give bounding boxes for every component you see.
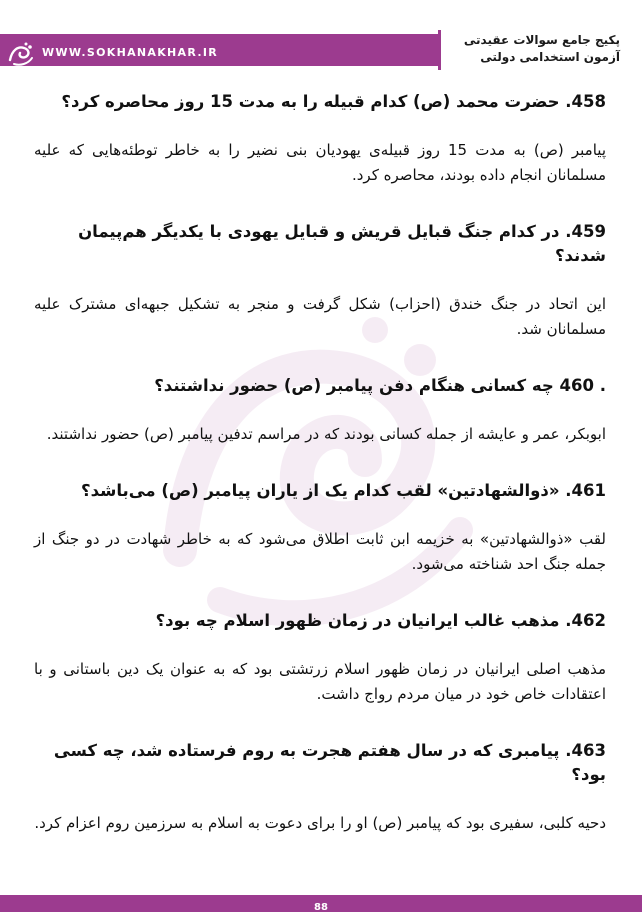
- question-number: 459.: [565, 222, 606, 241]
- header-title: [440, 32, 620, 66]
- question-text: «ذوالشهادتین» لقب کدام یک از یاران پیامبر (ص) می‌باشد؟: [81, 481, 560, 500]
- qa-item: [34, 374, 606, 447]
- answer-text: ابوبکر، عمر و عایشه از جمله کسانی بودند که در مراسم تدفین پیامبر (ص) حضور نداشتند.: [46, 425, 606, 443]
- page-footer: [0, 895, 642, 912]
- question-text: چه کسانی هنگام دفن پیامبر (ص) حضور نداشتند؟: [154, 376, 554, 395]
- question-number: 462.: [565, 611, 606, 630]
- question-number: 458.: [565, 92, 606, 111]
- question-number: 461.: [565, 481, 606, 500]
- question-heading: [34, 609, 606, 633]
- header-title-line1: پکیج جامع سوالات عقیدتی: [463, 33, 620, 47]
- question-heading: [34, 90, 606, 114]
- question-text: در کدام جنگ قبایل قریش و قبایل یهودی با یکدیگر هم‌پیمان شدند؟: [78, 222, 606, 265]
- question-heading: [34, 479, 606, 503]
- question-text: پیامبری که در سال هفتم هجرت به روم فرستاده شد، چه کسی بود؟: [53, 741, 606, 784]
- qa-item: [34, 609, 606, 707]
- page-number: 88: [314, 902, 328, 913]
- answer-text: این اتحاد در جنگ خندق (احزاب) شکل گرفت و منجر به تشکیل جبهه‌ای مشترک علیه مسلمانان شد.: [34, 295, 606, 338]
- answer-text: مذهب اصلی ایرانیان در زمان ظهور اسلام زرتشتی بود که به عنوان یک دین باستانی و با اعتقادات خاص خود در میان مردم رواج داشت.: [34, 660, 606, 703]
- header-title-line2: آزمون استخدامی دولتی: [480, 50, 620, 64]
- answer-text: لقب «ذوالشهادتین» به خزیمه ابن ثابت اطلاق می‌شود که به خاطر شهادت در دو جنگ از جمله جنگ احد شناخته می‌شود.: [34, 530, 606, 573]
- qa-item: [34, 220, 606, 342]
- question-number: . 460: [559, 376, 606, 395]
- header-brand-bar: [0, 34, 438, 66]
- qa-item: [34, 739, 606, 836]
- site-url[interactable]: WWW.SOKHANAKHAR.IR: [42, 46, 218, 59]
- page-header: [0, 30, 642, 70]
- qa-item: [34, 90, 606, 188]
- question-text: حضرت محمد (ص) کدام قبیله را به مدت 15 روز محاصره کرد؟: [61, 92, 560, 111]
- question-number: 463.: [565, 741, 606, 760]
- question-heading: [34, 739, 606, 787]
- answer-text: دحیه کلبی، سفیری بود که پیامبر (ص) او را برای دعوت به اسلام به سرزمین روم اعزام کرد.: [34, 814, 606, 832]
- question-heading: [34, 374, 606, 398]
- sokhan-akhar-logo-icon: [6, 40, 36, 68]
- qa-item: [34, 479, 606, 577]
- question-heading: [34, 220, 606, 268]
- answer-text: پیامبر (ص) به مدت 15 روز قبیله‌ی یهودیان بنی نضیر را به خاطر توطئه‌هایی که علیه مسلمانان انجام داده بودند، محاصره کرد.: [34, 141, 606, 184]
- qa-content: [34, 90, 606, 868]
- question-text: مذهب غالب ایرانیان در زمان ظهور اسلام چه بود؟: [155, 611, 560, 630]
